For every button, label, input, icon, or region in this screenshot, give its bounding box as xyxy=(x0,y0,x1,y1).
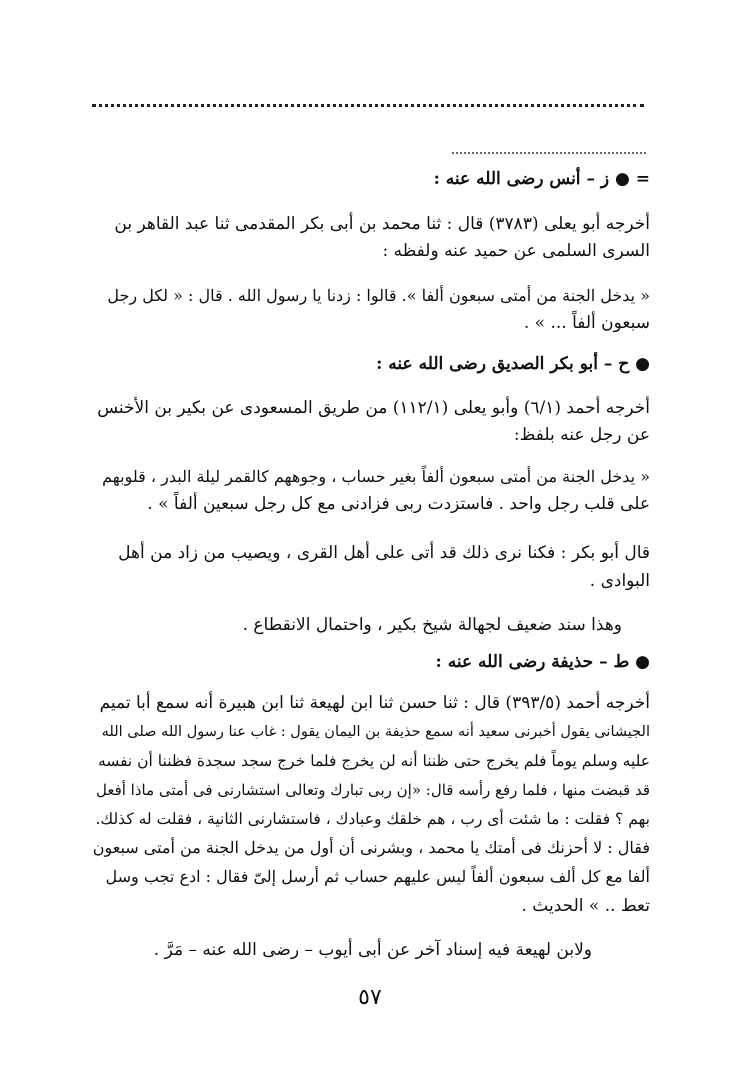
section-heading-hudhayfa: ● ط – حذيفة رضى الله عنه : xyxy=(435,652,650,672)
paragraph-line: الجيشانى يقول أخبرنى سعيد أنه سمع حذيفة بن اليمان يقول : غاب عنا رسول الله صلى الله xyxy=(101,724,650,740)
short-dotted-divider xyxy=(452,152,646,154)
paragraph-line: ألفا مع كل ألف سبعون ألفاً ليس عليهم حساب ثم أرسل إلىّ فقال : ادع تجب وسل xyxy=(105,867,650,886)
paragraph-line: تعط .. » الحديث . xyxy=(521,896,650,916)
paragraph-line: عليه وسلم يوماً فلم يخرج حتى ظننا أنه لن يخرج فلما خرج سجد سجدة فظننا أن نفسه xyxy=(97,752,650,770)
section-heading-anas: = ● ز – أنس رضى الله عنه : xyxy=(433,169,650,189)
page-number: ٥٧ xyxy=(358,985,382,1010)
paragraph-line: بهم ؟ فقلت : ما شئت أى رب ، هم خلقك وعبادك ، فاستشارنى الثانية ، فقلت له كذلك. xyxy=(95,810,650,828)
paragraph-line: وهذا سند ضعيف لجهالة شيخ بكير ، واحتمال الانقطاع . xyxy=(242,615,622,635)
paragraph-line: أخرجه أحمد (٣٩٣/٥) قال : ثنا حسن ثنا ابن لهيعة ثنا ابن هبيرة أنه سمع أبا تميم xyxy=(99,693,650,713)
paragraph-line: قد قبضت منها ، فلما رفع رأسه قال: «إن ربى تبارك وتعالى استشارنى فى أمتى ماذا أفعل xyxy=(95,781,650,799)
top-dotted-divider xyxy=(92,104,644,107)
paragraph-line: أخرجه أبو يعلى (٣٧٨٣) قال : ثنا محمد بن أبى بكر المقدمى ثنا عبد القاهر بن xyxy=(114,214,650,234)
paragraph-line: ولابن لهيعة فيه إسناد آخر عن أبى أيوب – رضى الله عنه – مَرَّ . xyxy=(153,940,592,960)
paragraph-line: أخرجه أحمد (٦/١) وأبو يعلى (١١٢/١) من طريق المسعودى عن بكير بن الأخنس xyxy=(97,398,650,418)
hadith-quote-line: سبعون ألفاً ... » . xyxy=(523,313,650,333)
paragraph-line: السرى السلمى عن حميد عنه ولفظه : xyxy=(382,241,650,261)
paragraph-line: البوادى . xyxy=(589,571,650,591)
paragraph-line: فقال : لا أحزنك فى أمتك يا محمد ، وبشرنى أن أول من يدخل الجنة من أمتى سبعون xyxy=(92,838,650,857)
hadith-quote-line: على قلب رجل واحد . فاستزدت ربى فزادنى مع كل رجل سبعين ألفاً » . xyxy=(147,494,650,514)
hadith-quote-line: « يدخل الجنة من أمتى سبعون ألفا ». قالوا : زدنا يا رسول الله . قال : « لكل رجل xyxy=(107,286,650,305)
paragraph-line: قال أبو بكر : فكنا نرى ذلك قد أتى على أهل القرى ، ويصيب من زاد من أهل xyxy=(118,543,650,563)
hadith-quote-line: « يدخل الجنة من أمتى سبعون ألفاً بغير حساب ، وجوههم كالقمر ليلة البدر ، قلوبهم xyxy=(102,467,650,486)
paragraph-line: عن رجل عنه بلفظ: xyxy=(513,425,650,445)
section-heading-abu-bakr: ● ح – أبو بكر الصديق رضى الله عنه : xyxy=(376,354,650,374)
